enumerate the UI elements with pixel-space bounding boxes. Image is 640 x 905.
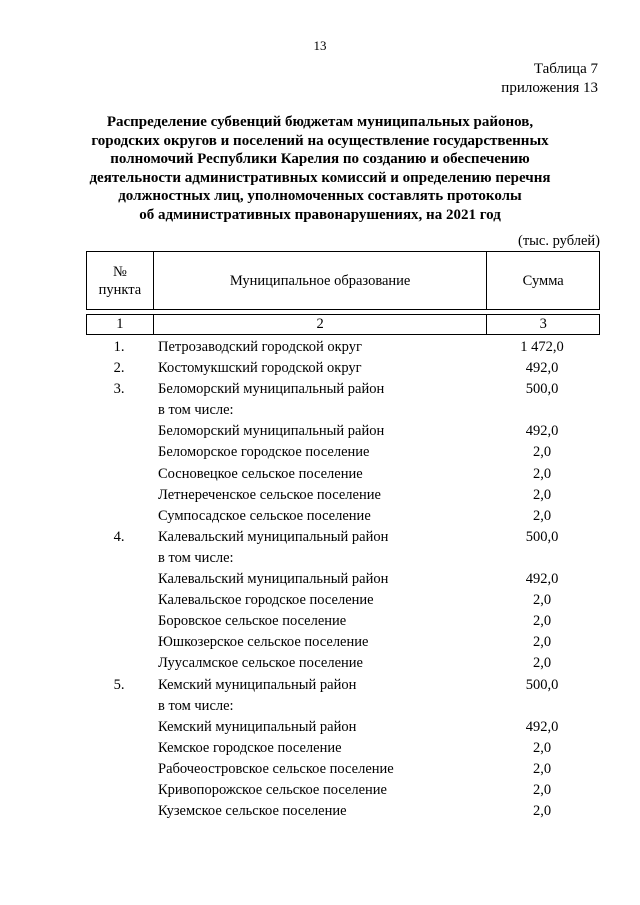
row-number <box>86 632 152 653</box>
column-number: 3 <box>487 315 600 335</box>
table-row <box>86 738 600 759</box>
row-number <box>86 464 152 485</box>
row-number: 2. <box>113 360 125 377</box>
row-number <box>86 421 152 442</box>
row-number: 1. <box>113 339 125 355</box>
title-line: полномочий Республики Карелия по созданию и обеспечению <box>110 151 530 167</box>
table-row <box>86 611 600 632</box>
header-number-symbol: № <box>113 263 127 280</box>
table-header <box>86 251 600 335</box>
table-body <box>86 337 600 822</box>
row-sum: 492,0 <box>525 423 559 440</box>
row-number <box>86 696 152 717</box>
row-sum: 500,0 <box>525 381 559 398</box>
table-reference <box>501 60 598 98</box>
table-row <box>86 675 600 696</box>
row-sum: 492,0 <box>525 718 559 735</box>
row-number <box>86 801 152 822</box>
row-sum: 2,0 <box>532 486 552 503</box>
row-municipality: Рабочеостровское сельское поселение <box>158 760 394 777</box>
table-row <box>86 358 600 379</box>
row-municipality: в том числе: <box>158 697 234 714</box>
table-row <box>86 421 600 442</box>
row-sum: 1 472,0 <box>520 339 564 355</box>
row-sum: 2,0 <box>532 760 552 777</box>
table-row <box>86 337 600 358</box>
table-row <box>86 759 600 780</box>
header-row <box>87 252 600 310</box>
row-number: 3. <box>113 381 125 398</box>
table-reference-line-2: приложения 13 <box>501 80 598 96</box>
title-line: должностных лиц, уполномоченных составлять протоколы <box>118 188 522 204</box>
table-row <box>86 527 600 548</box>
column-number: 1 <box>87 315 154 335</box>
table-row <box>86 442 600 463</box>
row-sum: 2,0 <box>532 634 552 651</box>
row-municipality: в том числе: <box>158 402 234 419</box>
row-number <box>86 653 152 674</box>
header-number-cell <box>87 252 154 310</box>
table-row <box>86 569 600 590</box>
row-number <box>86 400 152 421</box>
row-number <box>86 590 152 611</box>
row-municipality: Куземское сельское поселение <box>158 803 347 820</box>
row-number <box>86 506 152 527</box>
table-row <box>86 780 600 801</box>
row-municipality: Боровское сельское поселение <box>158 613 347 630</box>
row-sum: 2,0 <box>532 465 552 482</box>
row-municipality: Юшкозерское сельское поселение <box>158 634 369 651</box>
row-municipality: Калевальский муниципальный район <box>158 528 389 545</box>
row-number <box>86 759 152 780</box>
title-line: Распределение субвенций бюджетам муниципальных районов, <box>106 114 534 130</box>
table-row <box>86 400 600 421</box>
row-municipality: Петрозаводский городской округ <box>158 339 362 355</box>
table-row <box>86 548 600 569</box>
row-municipality: Костомукшский городской округ <box>158 360 362 377</box>
row-number <box>86 738 152 759</box>
row-number <box>86 611 152 632</box>
header-number-label: пункта <box>98 281 142 298</box>
row-municipality: Беломорский муниципальный район <box>158 423 385 440</box>
row-sum: 2,0 <box>532 444 552 461</box>
row-number <box>86 485 152 506</box>
title-line: городских округов и поселений на осуществление государственных <box>91 132 549 149</box>
table-row <box>86 717 600 738</box>
row-sum: 2,0 <box>532 655 552 672</box>
row-sum: 2,0 <box>532 613 552 630</box>
row-number: 4. <box>113 528 125 545</box>
row-municipality: Сумпосадское сельское поселение <box>158 507 371 524</box>
row-sum: 492,0 <box>525 360 559 377</box>
table-row <box>86 696 600 717</box>
row-sum <box>486 696 598 717</box>
table-row <box>86 464 600 485</box>
document-title <box>70 113 570 224</box>
row-sum <box>486 400 598 421</box>
row-sum: 2,0 <box>532 592 552 609</box>
page-number: 13 <box>313 38 327 53</box>
row-municipality: Калевальский муниципальный район <box>158 571 389 588</box>
row-number <box>86 780 152 801</box>
row-number <box>86 442 152 463</box>
row-municipality: Кемское городское поселение <box>158 739 342 756</box>
row-number <box>86 548 152 569</box>
table-row <box>86 653 600 674</box>
row-municipality: Сосновецкое сельское поселение <box>158 465 363 482</box>
row-number <box>86 717 152 738</box>
table-reference-line-1: Таблица 7 <box>533 61 598 77</box>
header-sum-cell: Сумма <box>487 252 600 310</box>
row-municipality: Калевальское городское поселение <box>158 592 374 609</box>
row-sum: 500,0 <box>525 676 559 693</box>
table-row <box>86 485 600 506</box>
row-sum: 2,0 <box>532 507 552 524</box>
row-municipality: Беломорское городское поселение <box>158 444 370 461</box>
row-sum: 500,0 <box>525 528 559 545</box>
row-municipality: Беломорский муниципальный район <box>158 381 385 398</box>
table-row <box>86 590 600 611</box>
title-line: деятельности административных комиссий и определению перечня <box>89 169 551 186</box>
row-municipality: Кемский муниципальный район <box>158 676 357 693</box>
row-municipality: Кемский муниципальный район <box>158 718 357 735</box>
row-sum: 2,0 <box>532 739 552 756</box>
column-number: 2 <box>153 315 487 335</box>
row-sum: 2,0 <box>532 803 552 820</box>
table-row <box>86 632 600 653</box>
header-municipality-cell: Муниципальное образование <box>153 252 487 310</box>
row-municipality: Луусалмское сельское поселение <box>158 655 363 672</box>
row-municipality: в том числе: <box>158 549 234 566</box>
row-municipality: Летнереченское сельское поселение <box>158 486 381 503</box>
row-sum: 2,0 <box>532 781 552 798</box>
units-note: (тыс. рублей) <box>518 233 600 249</box>
row-sum <box>486 548 598 569</box>
column-number-row <box>87 315 600 335</box>
row-sum: 492,0 <box>525 571 559 588</box>
row-municipality: Кривопорожское сельское поселение <box>158 781 387 798</box>
table-row <box>86 801 600 822</box>
title-line: об административных правонарушениях, на 2021 год <box>139 206 501 223</box>
row-number <box>86 569 152 590</box>
table-row <box>86 506 600 527</box>
row-number: 5. <box>113 676 125 693</box>
table-row <box>86 379 600 400</box>
